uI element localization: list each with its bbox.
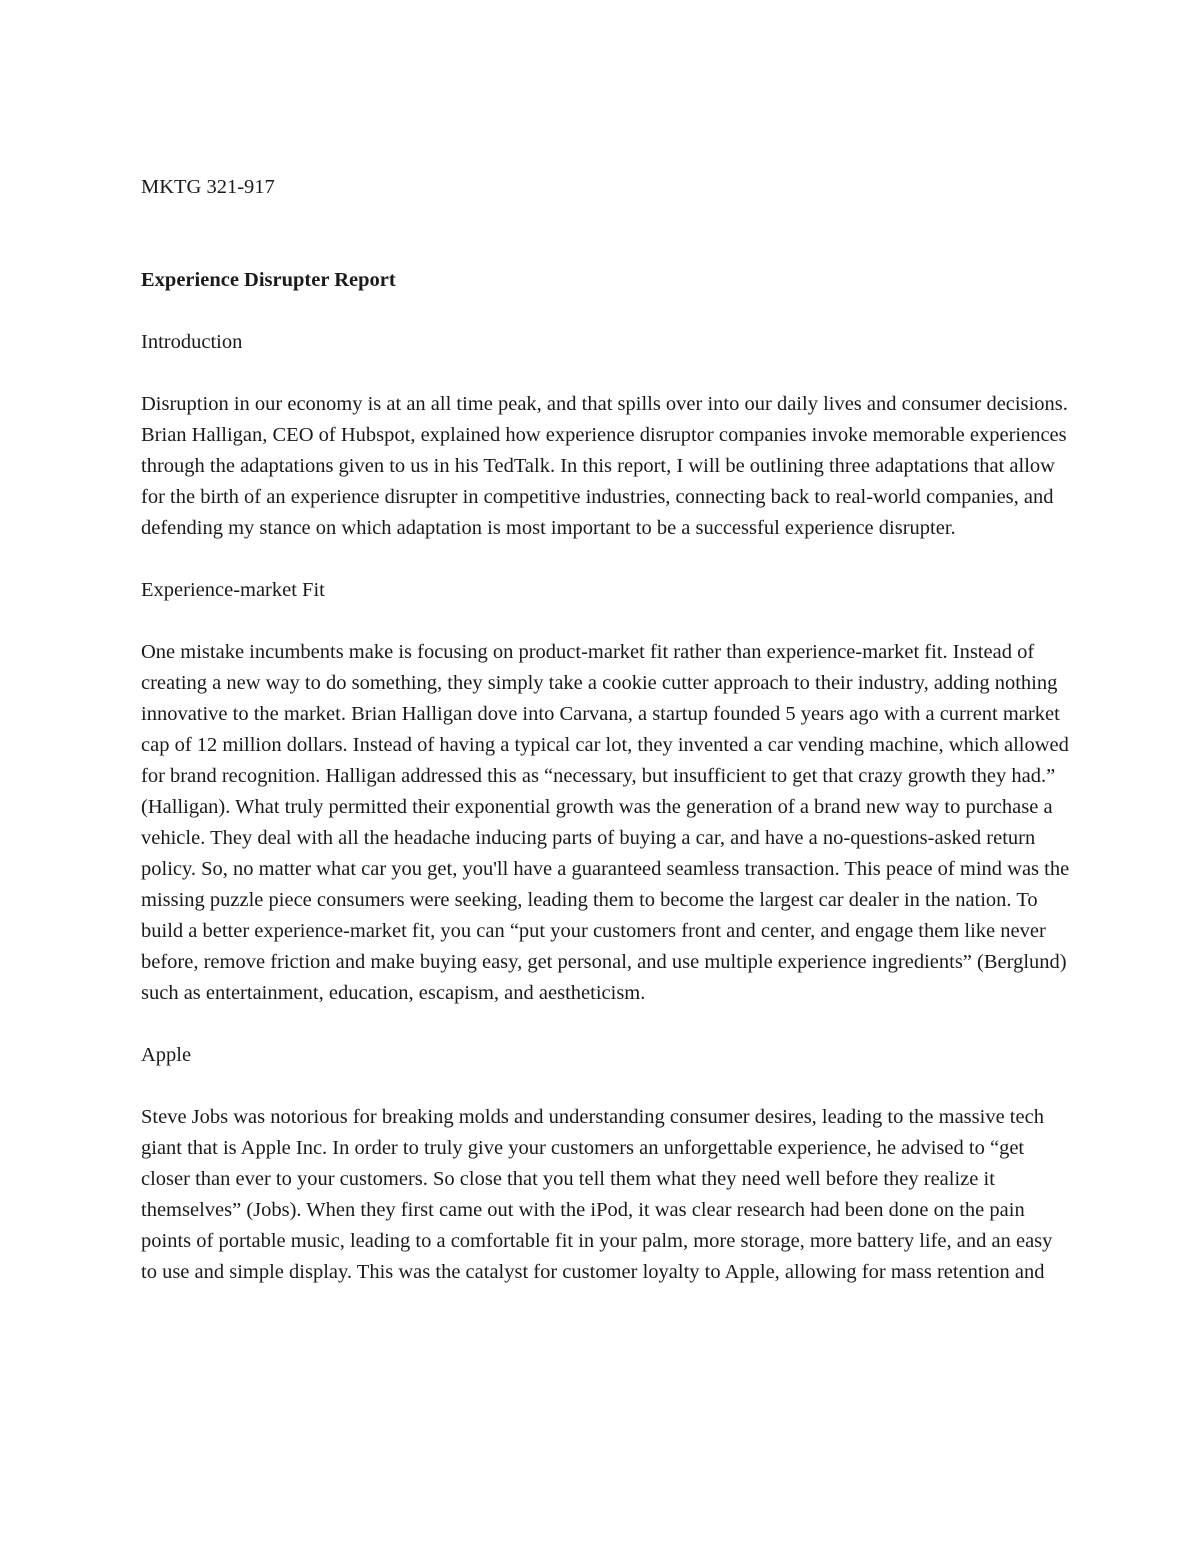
section-paragraph-introduction: Disruption in our economy is at an all time peak, and that spills over into our daily lives and consumer decisions. Brian Halligan, CEO of Hubspot, explained how experience disruptor companies invoke memorable experiences through the adaptations given to us in his TedTalk. In this report, I will be outlining three adaptations that allow for the birth of an experience disrupter in competitive industries, connecting back to real-world companies, and defending my stance on which adaptation is most important to be a successful experience disrupter. [141, 393, 1068, 539]
section-paragraph-apple: Steve Jobs was notorious for breaking molds and understanding consumer desires, leading to the massive tech giant that is Apple Inc. In order to truly give your customers an unforgettable experience, he advised to “get closer than ever to your customers. So close that you tell them what they need well before they realize it themselves” (Jobs). When they first came out with the iPod, it was clear research had been done on the pain points of portable music, leading to a comfortable fit in your palm, more storage, more battery life, and an easy to use and simple display. This was the catalyst for customer loyalty to Apple, allowing for mass retention and [141, 1106, 1053, 1283]
course-code: MKTG 321-917 [141, 176, 275, 198]
section-heading-experience-market-fit: Experience-market Fit [141, 579, 325, 601]
section-heading-apple: Apple [141, 1044, 192, 1066]
section-paragraph-experience-market-fit: One mistake incumbents make is focusing on product-market fit rather than experience-market fit. Instead of creating a new way to do something, they simply take a cookie cutter approach to their industry, adding nothing innovative to the market. Brian Halligan dove into Carvana, a startup founded 5 years ago with a current market cap of 12 million dollars. Instead of having a typical car lot, they invented a car vending machine, which allowed for brand recognition. Halligan addressed this as “necessary, but insufficient to get that crazy growth they had.” (Halligan). What truly permitted their exponential growth was the generation of a brand new way to purchase a vehicle. They deal with all the headache inducing parts of buying a car, and have a no-questions-asked return policy. So, no matter what car you get, you'll have a guaranteed seamless transaction. This peace of mind was the missing puzzle piece consumers were seeking, leading them to become the largest car dealer in the nation. To build a better experience-market fit, you can “put your customers front and center, and engage them like never before, remove friction and make buying easy, get personal, and use multiple experience ingredients” (Berglund) such as entertainment, education, escapism, and aestheticism. [141, 641, 1070, 1004]
section-heading-introduction: Introduction [141, 331, 243, 353]
document-body [141, 172, 1071, 1288]
report-title: Experience Disrupter Report [141, 269, 396, 291]
